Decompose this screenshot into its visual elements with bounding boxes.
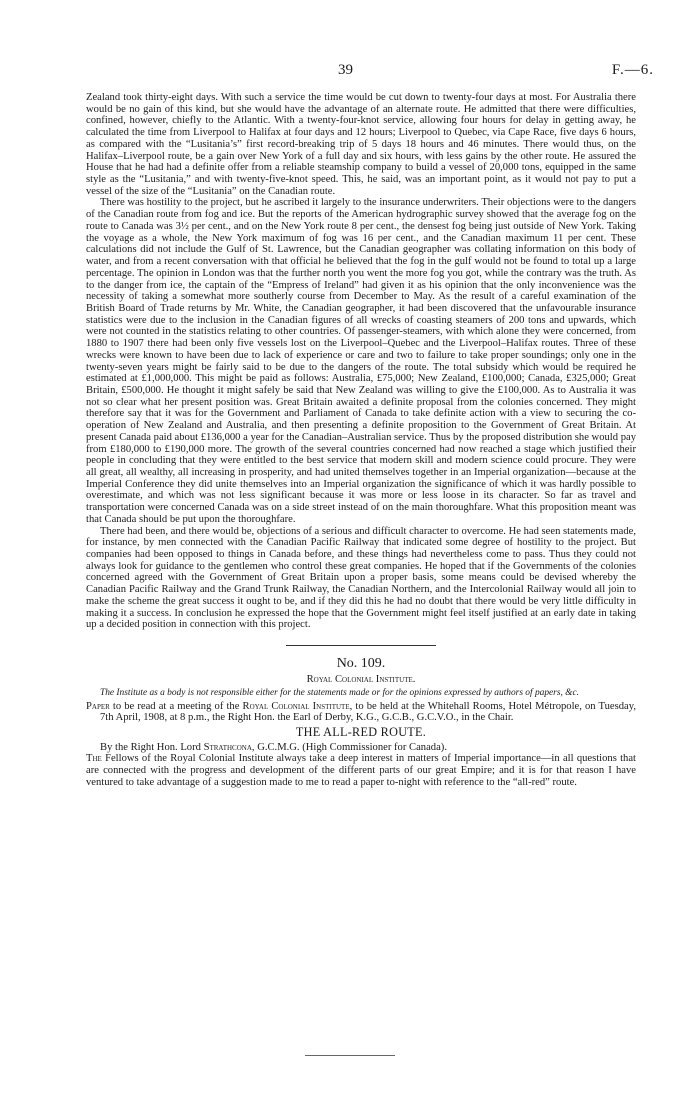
paper-title: THE ALL-RED ROUTE. bbox=[295, 724, 427, 739]
notice-lead-word: Paper bbox=[86, 700, 110, 712]
notice-institute-name: Royal Colonial Institute bbox=[242, 700, 350, 712]
body-text bbox=[86, 92, 636, 789]
paragraph-continuation: Zealand took thirty-eight days. With such a service the time would be cut down to twenty-four days at most. For Australia there would be no gain of this kind, but she would have the advantage of an alternate route. He admitted that there were difficulties, confined, however, chiefly to the Atlantic. With a twenty-four-knot service, allowing four hours for delay in getting away, he calculated the time from Liverpool to Halifax at four days and 12 hours; Liverpool to Quebec, via Cape Race, five days 6 hours, as compared with the “Lusitania’s” first record-breaking trip of 5 days 18 hours and 46 minutes. There would thus, on the Halifax–Liverpool route, be a gain over New York of a full day and six hours, with less gains by the other route. He assured the House that he had had a definite offer from a reliable steamship company to build a vessel of 20,000 tons, equipped in the same style as the “Lusitania,” and with twenty-five-knot speed. This, he said, was an important point, as it would not pay to put a vessel of the size of the “Lusitania” on the Canadian route. bbox=[86, 92, 636, 197]
page-header bbox=[0, 62, 700, 82]
page-end-rule bbox=[305, 1055, 395, 1056]
meeting-notice bbox=[86, 701, 636, 724]
author-name: Strathcona bbox=[203, 741, 252, 753]
paragraph-objections: There had been, and there would be, objections of a serious and difficult character to overcome. He had seen statements made, for instance, by men connected with the Canadian Pacific Railway that indicated some degree of hostility to the project. But companies had been opposed to things in Canada before, and these things had nevertheless come to pass. Thus they could not always look for guidance to the gentlemen who control these great companies. He hoped that if the Governments of the colonies concerned agreed with the Government of Great Britain upon a proper basis, some means could be devised whereby the Canadian Pacific Railway and the Grand Trunk Railway, the Canadian Northern, and the Intercolonial Railway would all join to make the scheme the great success it ought to be, and if they did this he had no doubt that there would be very little difficulty in making it a success. In conclusion he expressed the hope that the Government might feel itself justified at an early date in taking up a decided position in connection with this project. bbox=[86, 525, 636, 631]
paragraph-fog-and-ice: There was hostility to the project, but he ascribed it largely to the insurance underwriters. Their objections were to the dangers of the Canadian route from fog and ice. But the reports of the American hydrographic survey showed that the average fog on the route to Canada was 3½ per cent., and on the New York route 8 per cent., the densest fog being just outside of New York. Taking the voyage as a whole, the New York maximum of fog was 16 per cent., and the Canadian maximum 11 per cent. These calculations did not include the Gulf of St. Lawrence, but the Canadian geographer was collating information on this body of water, and from a recent conversation with that official he believed that the fog in the gulf would not be found to total up a large percentage. The opinion in London was that the further north you went the more fog you got, while the contrary was the truth. As to the danger from ice, the captain of the “Empress of Ireland” had given it as his opinion that the only inconvenience was the necessity of taking a somewhat more southerly course from December to May. As the result of a careful examination of the British Board of Trade returns by Mr. White, the Canadian geographer, it had been discovered that the unfavourable insurance statistics were due to the inclusion in the Canadian figures of all wrecks of coasting steamers of 200 tons and upwards, which were not counted in the statistics relating to other countries. Of passenger-steamers, with which alone they were concerned, from 1880 to 1907 there had been only five vessels lost on the Liverpool–Quebec and the Liverpool–Halifax routes. Three of these wrecks were known to have been due to lack of experience or care and two to failure to take proper soundings; only one in the twenty-seven years might be fairly said to be due to the dangers of the route. The total subsidy which would be required he estimated at £1,000,000. This might be paid as follows: Australia, £75,000; New Zealand, £100,000; Canada, £325,000; Great Britain, £500,000. He thought it might safely be said that New Zealand was willing to give the £100,000. As to Australia it was not so clear what her present position was. Great Britain awaited a definite proposal from the colonies concerned. They might therefore say that it was for the Government and Parliament of Canada to take definite action with a view to securing the co-operation of New Zealand and Australia, and then presenting a definite proposition to the Government of Great Britain. At present Canada paid about £136,000 a year for the Canadian–Australian service. Thus by the proposed distribution she would pay from £180,000 to £190,000 more. The growth of the several countries concerned had now reached a stage which justified their people in concluding that they were entitled to the best service that modern skill and modern science could procure. They were all great, all wealthy, all increasing in prosperity, and had united themselves together in an Imperial organization—because at the Imperial Conference they did unite themselves into an Imperial organization the significance of which it was hardly possible to overestimate, and which was not less significant because it was more or less loose in its character. So far as travel and transportation were concerned Canada was on a side street instead of on the main thoroughfare. What this proposition meant was that Canada should be put upon the thoroughfare. bbox=[86, 197, 636, 525]
page-number: 39 bbox=[338, 62, 353, 78]
byline-text-a: By the Right Hon. Lord bbox=[100, 741, 204, 753]
disclaimer-note: The Institute as a body is not responsible either for the statements made or for the opinions expressed by authors of papers, &c. bbox=[100, 687, 579, 698]
notice-text-a: to be read at a meeting of the bbox=[109, 700, 243, 712]
section-divider bbox=[286, 645, 436, 646]
page-reference: F.—6. bbox=[611, 62, 654, 78]
opening-lead-word: The bbox=[86, 753, 102, 765]
opening-text: Fellows of the Royal Colonial Institute always take a deep interest in matters of Imperial importance—in all questions that are connected with the progress and development of the different parts of our great Empire; and it is for that reason I have ventured to take advantage of a suggestion made to me to read a paper to-night with reference to the “all-red” route. bbox=[86, 753, 636, 788]
document-number: No. 109. bbox=[336, 656, 386, 672]
paper-opening-paragraph bbox=[86, 753, 636, 788]
byline-text-b: , G.C.M.G. (High Commissioner for Canada). bbox=[251, 741, 447, 753]
institute-heading: Royal Colonial Institute. bbox=[306, 673, 416, 685]
author-byline bbox=[86, 742, 636, 754]
notice-text-b: , to be held at the Whitehall Rooms, Hotel Métropole, on Tuesday, 7th April, 1908, at 8 p.m., the Right Hon. the Earl of Derby, K.G., G.C.B., G.C.V.O., in the Chair. bbox=[100, 700, 636, 724]
